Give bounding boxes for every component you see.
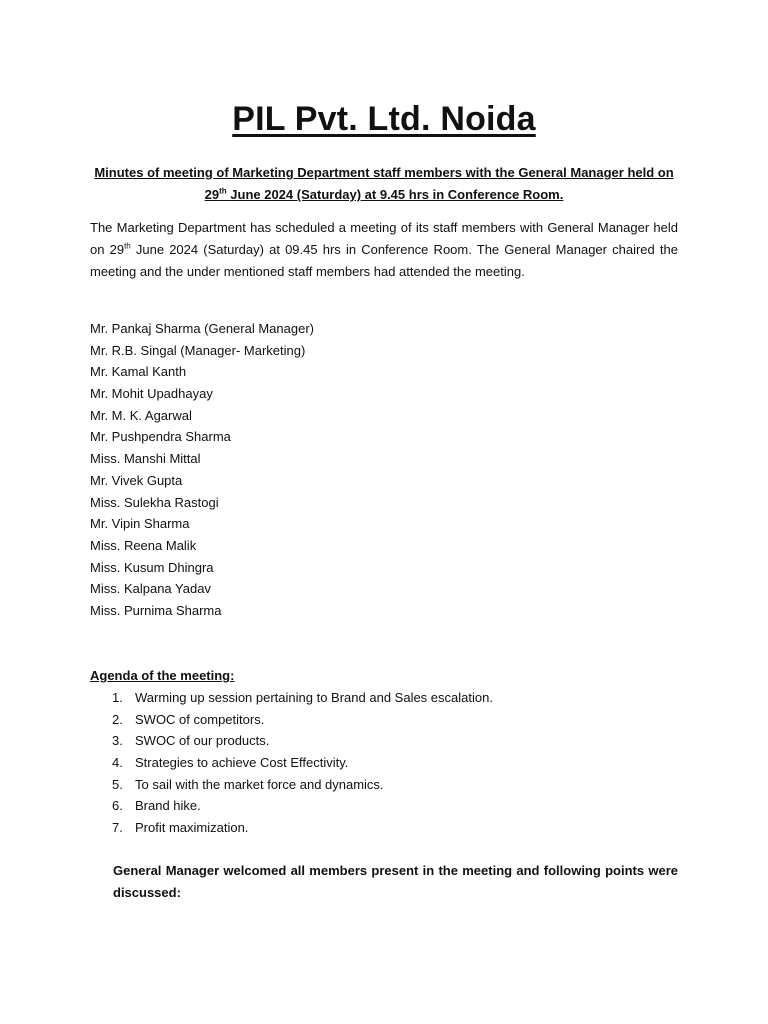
subtitle-text-2: June 2024 (Saturday) at 9.45 hrs in Conference Room. <box>226 187 564 202</box>
attendee-item: Miss. Kalpana Yadav <box>90 581 211 597</box>
attendee-item: Mr. Pushpendra Sharma <box>90 429 231 445</box>
attendee-item: Mr. Mohit Upadhayay <box>90 386 213 402</box>
agenda-item-text: Brand hike. <box>135 798 201 814</box>
agenda-item <box>90 709 678 731</box>
agenda-heading: Agenda of the meeting: <box>90 668 235 683</box>
agenda-item-text: Strategies to achieve Cost Effectivity. <box>135 755 349 771</box>
closing-paragraph: General Manager welcomed all members present in the meeting and following points were discussed: <box>113 863 678 900</box>
attendee-item: Mr. Pankaj Sharma (General Manager) <box>90 321 314 336</box>
agenda-list <box>90 687 678 839</box>
attendee-item: Mr. M. K. Agarwal <box>90 407 192 423</box>
attendee-item: Mr. R.B. Singal (Manager- Marketing) <box>90 342 306 358</box>
intro-text-2: June 2024 (Saturday) at 09.45 hrs in Conference Room. The General Manager chaired the meeting and the under mentioned staff members had attended the meeting. <box>90 242 678 279</box>
attendee-item: Miss. Purnima Sharma <box>90 602 222 618</box>
agenda-item <box>90 752 678 774</box>
agenda-item <box>90 795 678 817</box>
intro-paragraph <box>90 217 678 283</box>
agenda-item <box>90 817 678 839</box>
agenda-item-text: SWOC of competitors. <box>135 711 265 727</box>
attendee-item: Mr. Kamal Kanth <box>90 364 187 380</box>
agenda-item-text: SWOC of our products. <box>135 733 270 749</box>
agenda-item-number: 3. <box>112 733 123 749</box>
agenda-item-number: 4. <box>112 755 123 771</box>
attendee-item: Miss. Reena Malik <box>90 537 197 553</box>
intro-ordinal-suffix: th <box>124 241 131 251</box>
meeting-subtitle <box>90 162 678 206</box>
agenda-item-number: 2. <box>112 711 123 727</box>
subtitle-text-1: Minutes of meeting of Marketing Department staff members with the General Manager held on 29 <box>94 165 674 202</box>
attendee-item: Mr. Vipin Sharma <box>90 516 190 532</box>
agenda-item <box>90 774 678 796</box>
document-title: PIL Pvt. Ltd. Noida <box>232 100 536 138</box>
agenda-item <box>90 730 678 752</box>
agenda-item <box>90 687 678 709</box>
agenda-item-text: Profit maximization. <box>135 820 249 836</box>
subtitle-ordinal-suffix: th <box>219 186 227 196</box>
intro-text-1: The Marketing Department has scheduled a meeting of its staff members with General Manager held on 29 <box>90 220 678 257</box>
attendee-list <box>90 318 678 622</box>
agenda-item-number: 1. <box>112 690 123 705</box>
agenda-item-number: 7. <box>112 820 123 836</box>
agenda-item-text: To sail with the market force and dynamics. <box>135 776 384 792</box>
agenda-item-text: Warming up session pertaining to Brand and Sales escalation. <box>135 690 493 705</box>
attendee-item: Miss. Sulekha Rastogi <box>90 494 219 510</box>
attendee-item: Mr. Vivek Gupta <box>90 472 183 488</box>
agenda-item-number: 5. <box>112 776 123 792</box>
attendee-item: Miss. Kusum Dhingra <box>90 559 214 575</box>
attendee-item: Miss. Manshi Mittal <box>90 451 201 467</box>
agenda-item-number: 6. <box>112 798 123 814</box>
